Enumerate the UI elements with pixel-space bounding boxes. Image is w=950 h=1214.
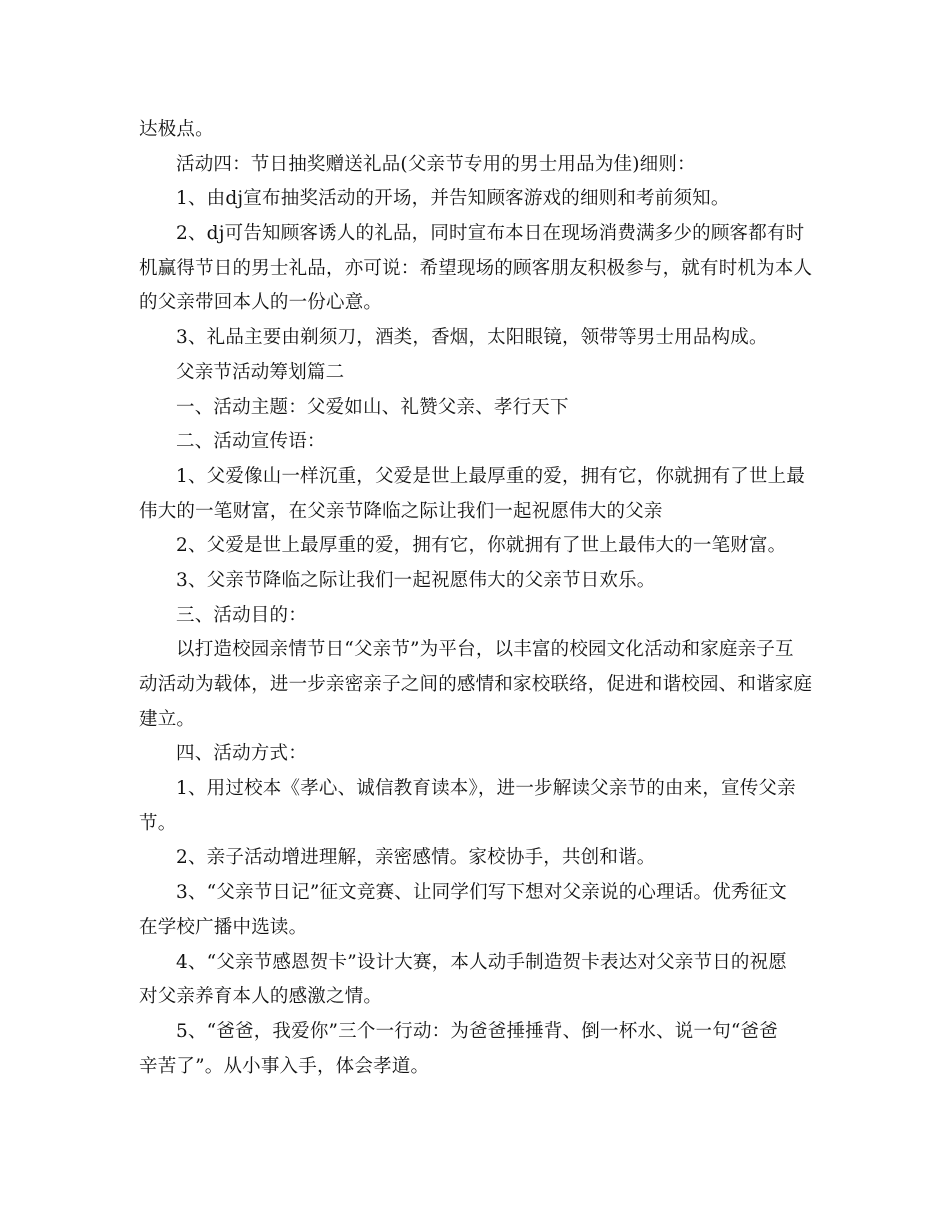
text-line: 1、由dj宣布抽奖活动的开场，并告知顾客游戏的细则和考前须知。 — [176, 188, 730, 210]
text-line: 3、礼品主要由剃须刀，酒类，香烟，太阳眼镜，领带等男士用品构成。 — [176, 327, 768, 349]
text-line: 在学校广播中选读。 — [139, 916, 308, 938]
text-line: 节。 — [139, 812, 177, 834]
text-line: 伟大的一笔财富，在父亲节降临之际让我们一起祝愿伟大的父亲 — [139, 500, 663, 522]
text-line: 5、“爸爸，我爱你”三个一行动：为爸爸捶捶背、倒一杯水、说一句“爸爸 — [176, 1020, 778, 1042]
text-line: 辛苦了”。从小事入手，体会孝道。 — [139, 1055, 430, 1077]
text-line: 二、活动宣传语： — [176, 431, 326, 453]
text-line: 2、dj可告知顾客诱人的礼品，同时宣布本日在现场消费满多少的顾客都有时 — [176, 223, 805, 245]
text-line: 活动四：节日抽奖赠送礼品(父亲节专用的男士用品为佳)细则： — [176, 153, 696, 175]
text-line: 三、活动目的： — [176, 604, 307, 626]
section-heading: 父亲节活动筹划篇二 — [176, 361, 345, 383]
text-line: 一、活动主题：父爱如山、礼赞父亲、孝行天下 — [176, 396, 569, 418]
text-line: 3、父亲节降临之际让我们一起祝愿伟大的父亲节日欢乐。 — [176, 569, 656, 591]
text-line: 2、父爱是世上最厚重的爱，拥有它，你就拥有了世上最伟大的一笔财富。 — [176, 535, 787, 557]
text-line: 以打造校园亲情节日“父亲节”为平台，以丰富的校园文化活动和家庭亲子互 — [176, 639, 794, 661]
text-line: 3、“父亲节日记”征文竞赛、让同学们写下想对父亲说的心理话。优秀征文 — [176, 882, 787, 904]
text-line: 建立。 — [139, 708, 196, 730]
text-line: 1、用过校本《孝心、诚信教育读本》，进一步解读父亲节的由来，宣传父亲 — [176, 778, 796, 800]
text-line: 四、活动方式： — [176, 743, 307, 765]
text-line: 的父亲带回本人的一份心意。 — [139, 292, 383, 314]
text-line: 对父亲养育本人的感激之情。 — [139, 986, 383, 1008]
text-line: 2、亲子活动增进理解，亲密感情。家校协手，共创和谐。 — [176, 847, 656, 869]
text-line: 达极点。 — [139, 119, 214, 140]
text-line: 机赢得节日的男士礼品，亦可说：希望现场的顾客朋友积极参与，就有时机为本人 — [139, 257, 813, 279]
text-line: 动活动为载体，进一步亲密亲子之间的感情和家校联络，促进和谐校园、和谐家庭 — [139, 674, 813, 695]
text-line: 4、“父亲节感恩贺卡”设计大赛，本人动手制造贺卡表达对父亲节日的祝愿 — [176, 951, 787, 973]
text-line: 1、父爱像山一样沉重，父爱是世上最厚重的爱，拥有它，你就拥有了世上最 — [176, 465, 806, 487]
document-body — [139, 113, 811, 1084]
